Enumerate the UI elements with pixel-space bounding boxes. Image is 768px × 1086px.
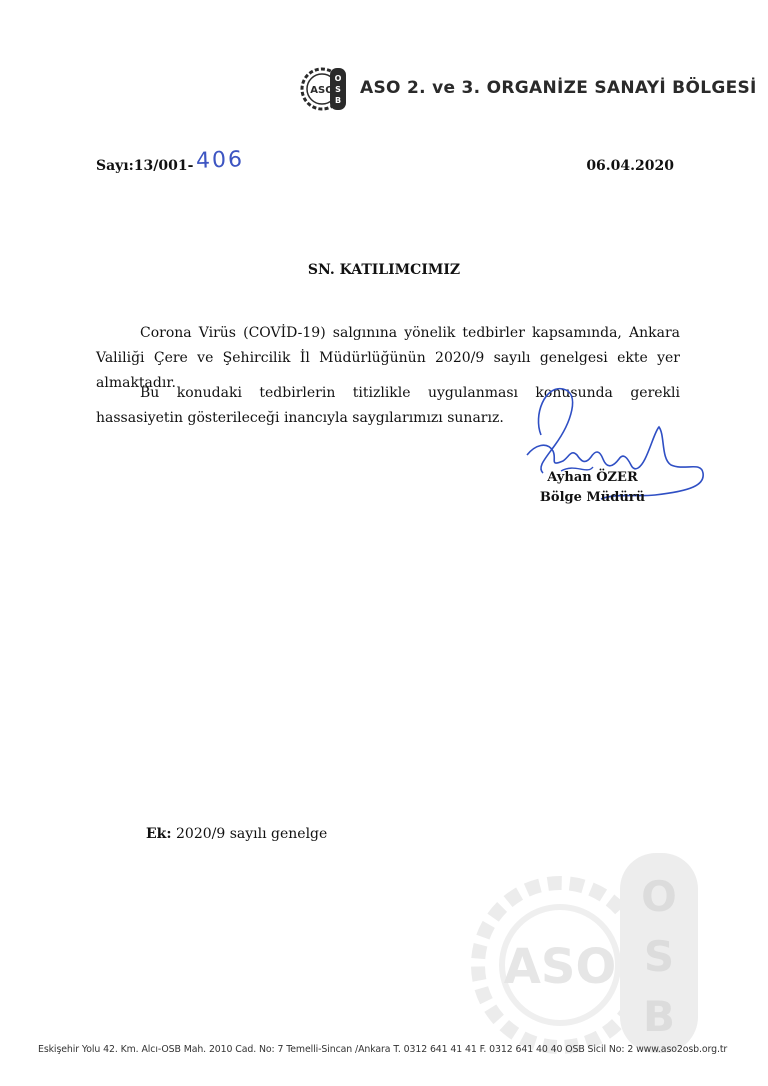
svg-text:O: O <box>641 872 677 921</box>
organization-name: ASO 2. ve 3. ORGANİZE SANAYİ BÖLGESİ <box>360 78 757 98</box>
body-paragraph-2: Bu konudaki tedbirlerin titizlikle uygulanması konusunda gerekli hassasiyetin gösterileceği inancıyla saygılarımızı sunarız. <box>96 385 680 426</box>
reference-number: Sayı:13/001- <box>96 158 194 174</box>
recipient-heading: SN. KATILIMCIMIZ <box>307 262 461 278</box>
svg-text:B: B <box>642 992 676 1041</box>
signer-name: Ayhan ÖZER <box>547 470 638 485</box>
letterhead <box>300 64 757 114</box>
attachment-line <box>146 826 327 842</box>
aso-osb-logo <box>300 64 356 114</box>
attachment-text: 2020/9 sayılı genelge <box>176 826 328 842</box>
signer-title: Bölge Müdürü <box>539 490 646 505</box>
svg-text:S: S <box>335 85 341 94</box>
watermark-logo <box>470 845 768 1055</box>
svg-text:ASO: ASO <box>503 939 617 995</box>
handwritten-reference: 406 <box>195 147 245 174</box>
attachment-label: Ek: <box>146 826 172 842</box>
svg-text:ASO: ASO <box>310 85 334 96</box>
svg-text:S: S <box>643 932 675 981</box>
svg-text:O: O <box>334 74 342 83</box>
body-paragraph-1: Corona Virüs (COVİD-19) salgınına yönelik tedbirler kapsamında, Ankara Valiliği Çere ve Şehircilik İl Müdürlüğünün 2020/9 sayılı genelgesi ekte yer almaktadır. <box>96 325 680 391</box>
footer-address: Eskişehir Yolu 42. Km. Alcı-OSB Mah. 2010 Cad. No: 7 Temelli-Sincan /Ankara T. 0312 641 41 41 F. 0312 641 40 40 OSB Sicil No: 2 www.aso2osb.org.tr <box>38 1044 728 1055</box>
svg-text:B: B <box>334 96 342 105</box>
letter-date: 06.04.2020 <box>586 158 674 174</box>
